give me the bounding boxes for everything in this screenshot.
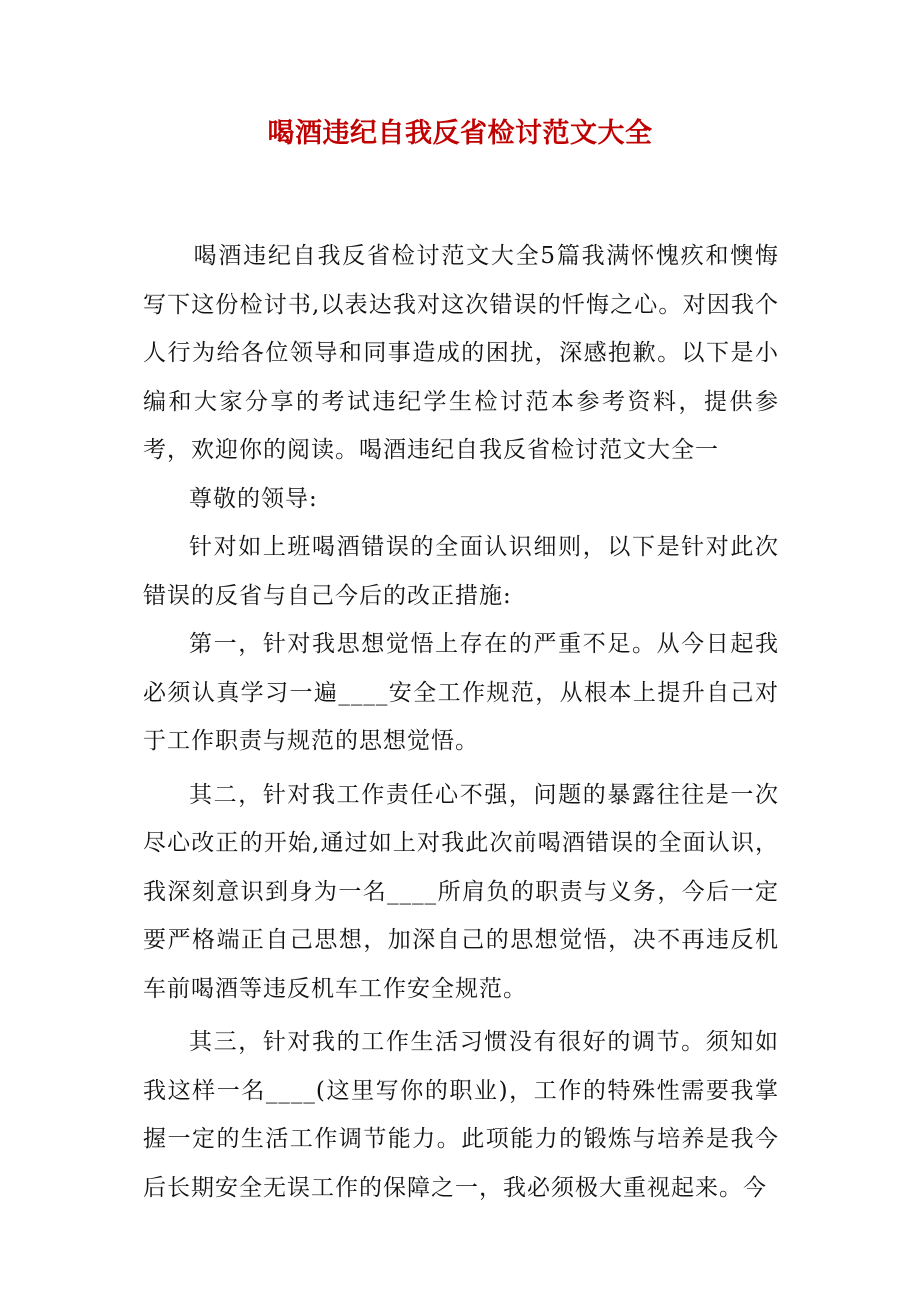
paragraph-preface: 针对如上班喝酒错误的全面认识细则，以下是针对此次错误的反省与自己今后的改正措施: — [143, 534, 779, 609]
paragraph-intro: 喝酒违纪自我反省检讨范文大全5篇我满怀愧疚和懊悔写下这份检讨书,以表达我对这次错误的忏悔之心。对因我个人行为给各位领导和同事造成的困扰，深感抱歉。以下是小编和大家分享的考试违纪学生检讨范本参考资料，提供参考，欢迎你的阅读。喝酒违纪自我反省检讨范文大全一 — [143, 243, 779, 463]
paragraph-third-point: 其三，针对我的工作生活习惯没有很好的调节。须知如我这样一名____(这里写你的职业)，工作的特殊性需要我掌握一定的生活工作调节能力。此项能力的锻炼与培养是我今后长期安全无误工作的保障之一，我必须极大重视起来。今 — [143, 1029, 779, 1201]
document-body — [143, 232, 779, 1212]
paragraph-first-point: 第一，针对我思想觉悟上存在的严重不足。从今日起我必须认真学习一遍____安全工作规范，从根本上提升自己对于工作职责与规范的思想觉悟。 — [143, 631, 779, 754]
document-title: 喝酒违纪自我反省检讨范文大全 — [267, 118, 653, 149]
paragraph-second-point: 其二，针对我工作责任心不强，问题的暴露往往是一次尽心改正的开始,通过如上对我此次前喝酒错误的全面认识，我深刻意识到身为一名____所肩负的职责与义务，今后一定要严格端正自己思想，加深自己的思想觉悟，决不再违反机车前喝酒等违反机车工作安全规范。 — [143, 781, 779, 1002]
paragraph-salutation: 尊敬的领导: — [189, 485, 318, 512]
